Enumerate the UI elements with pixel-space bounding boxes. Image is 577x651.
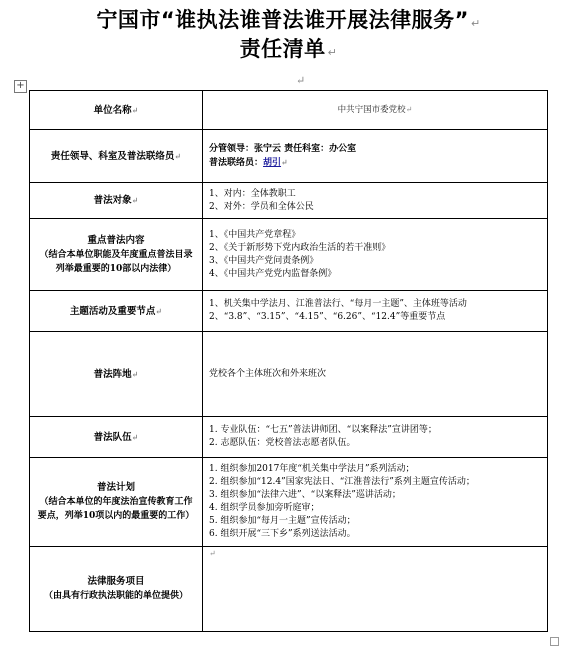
row-value: 6. 组织开展“三下乡”系列送法活动。 bbox=[209, 529, 356, 539]
row-sublabel: （结合本单位职能及年度重点普法目录列举最重要的10部以内法律） bbox=[39, 249, 193, 274]
responsibility-table bbox=[29, 90, 548, 632]
row-label: 法律服务项目 bbox=[87, 576, 145, 587]
row-value: 4. 组织学员参加旁听庭审； bbox=[209, 503, 320, 513]
row-sublabel: （由具有行政执法职能的单位提供） bbox=[43, 591, 188, 601]
row-value: 2、“3.8”、“3.15”、“4.15”、“6.26”、“12.4”等重要节点 bbox=[209, 312, 446, 322]
row-value: 1. 专业队伍：“七五”普法讲师团、“以案释法”宣讲团等； bbox=[209, 425, 437, 435]
row-value: 2. 组织参加“12.4”国家宪法日、“江淮普法行”系列主题宣传活动； bbox=[209, 477, 475, 487]
row-unit-name: 单位名称↵ 中共宁国市委党校↵ bbox=[30, 91, 548, 130]
row-value: 3、《中国共产党问责条例》 bbox=[209, 255, 319, 266]
row-value: 3. 组织参加“法律六进”、“以案释法”巡讲活动； bbox=[209, 490, 401, 500]
row-label: 普法队伍 bbox=[93, 431, 132, 443]
row-label: 责任领导、科室及普法联络员 bbox=[50, 150, 175, 162]
row-label: 单位名称 bbox=[93, 104, 132, 116]
paragraph-mark-icon: ↵ bbox=[296, 74, 306, 87]
end-of-table-marker bbox=[550, 637, 559, 646]
row-plan bbox=[30, 458, 548, 547]
row-value: 4、《中国共产党党内监督条例》 bbox=[209, 268, 337, 279]
row-value: 1、对内：全体教职工 bbox=[209, 188, 296, 199]
table-move-handle-icon[interactable]: + bbox=[14, 80, 27, 93]
row-value: 2、《关于新形势下党内政治生活的若干准则》 bbox=[209, 242, 391, 253]
row-responsible: 责任领导、科室及普法联络员↵ 分管领导：张宁云 责任科室：办公室 普法联络员：胡引↵ bbox=[30, 130, 548, 183]
row-label: 主题活动及重要节点 bbox=[69, 305, 156, 317]
row-label: 重点普法内容 bbox=[87, 234, 145, 246]
row-team: 普法队伍↵ 1. 专业队伍：“七五”普法讲师团、“以案释法”宣讲团等； 2. 志愿队伍：党校普法志愿者队伍。 bbox=[30, 417, 548, 458]
row-value: 2. 志愿队伍：党校普法志愿者队伍。 bbox=[209, 438, 356, 448]
row-value: 中共宁国市委党校 bbox=[337, 105, 406, 115]
row-value: 1. 组织参加2017年度“机关集中学法月”系列活动； bbox=[209, 464, 415, 474]
row-label: 普法阵地 bbox=[93, 368, 132, 380]
row-value: 1、《中国共产党章程》 bbox=[209, 229, 301, 240]
row-legal-service: 法律服务项目 （由具有行政执法职能的单位提供） ↵ bbox=[30, 547, 548, 632]
row-label: 普法对象 bbox=[93, 195, 132, 206]
row-value: 5. 组织参加“每月一主题”宣传活动； bbox=[209, 516, 356, 526]
row-targets: 普法对象↵ 1、对内：全体教职工 2、对外：学员和全体公民 bbox=[30, 183, 548, 219]
row-venues: 普法阵地↵ 党校各个主体班次和外来班次 bbox=[30, 332, 548, 417]
row-key-content bbox=[30, 219, 548, 291]
row-value: 2、对外：学员和全体公民 bbox=[209, 201, 314, 212]
row-activities: 主题活动及重要节点↵ 1、机关集中学法月、江淮普法行、“每月一主题”、主体班等活动 2、“3.8”、“3.15”、“4.15”、“6.26”、“12.4”等重要节点 bbox=[30, 291, 548, 332]
liaison-name: 胡引 bbox=[263, 157, 282, 168]
row-label: 普法计划 bbox=[96, 482, 135, 493]
row-value: 1、机关集中学法月、江淮普法行、“每月一主题”、主体班等活动 bbox=[209, 299, 467, 309]
title-line-2: 责任清单 ↵ bbox=[239, 37, 338, 61]
row-value: 党校各个主体班次和外来班次 bbox=[209, 368, 327, 379]
title-line-1: 宁国市“谁执法谁普法谁开展法律服务” ↵ bbox=[96, 8, 481, 32]
row-sublabel: （结合本单位的年度法治宣传教育工作要点，列举10项以内的最重要的工作） bbox=[37, 497, 195, 521]
row-value: 分管领导：张宁云 责任科室：办公室 bbox=[209, 143, 357, 154]
